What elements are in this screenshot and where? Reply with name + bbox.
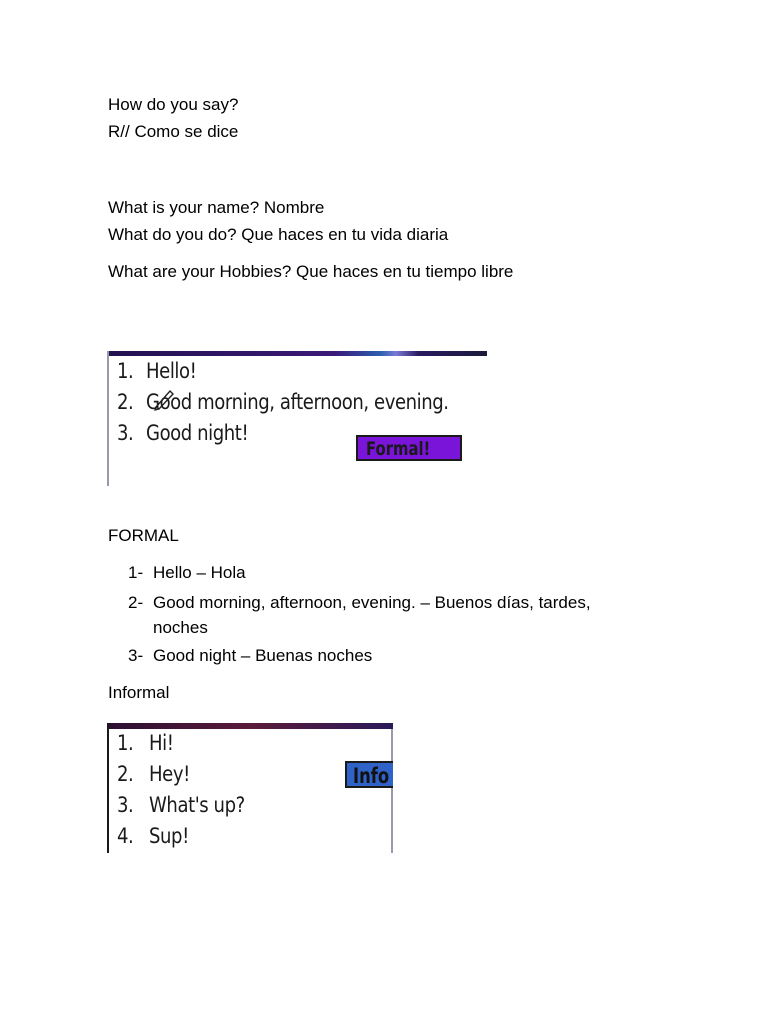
question-do: What do you do? Que haces en tu vida diaria: [108, 225, 449, 244]
informal-heading: Informal: [108, 683, 170, 702]
informal-item-text: What's up?: [149, 793, 245, 817]
formal-list-item: Good morning, afternoon, evening. – Buenos días, tardes,: [153, 593, 591, 612]
info-badge-label: Info: [353, 764, 390, 788]
image-top-border: [107, 723, 393, 729]
formal-greetings-image: [107, 351, 487, 486]
formal-item-text: Good morning, afternoon, evening.: [146, 390, 449, 414]
informal-item-text: Hi!: [149, 731, 174, 755]
formal-item-number: 1.: [117, 359, 134, 383]
formal-list-number: 2-: [128, 593, 144, 612]
informal-item-text: Sup!: [149, 824, 189, 848]
formal-badge-label: Formal!: [366, 438, 431, 460]
informal-item-number: 2.: [117, 762, 134, 786]
image-right-border: [391, 729, 393, 853]
intro-answer: R// Como se dice: [108, 122, 239, 141]
question-hobbies: What are your Hobbies? Que haces en tu tiempo libre: [108, 262, 514, 281]
formal-item-text: Good night!: [146, 421, 249, 445]
formal-item-number: 3.: [117, 421, 134, 445]
informal-item-text: Hey!: [149, 762, 190, 786]
image-top-border: [107, 351, 487, 356]
formal-badge: [356, 435, 462, 461]
formal-list-item-continuation: noches: [153, 618, 208, 637]
formal-item-text: Hello!: [146, 359, 197, 383]
pencil-cursor-icon: [152, 385, 178, 411]
informal-greetings-image: [107, 723, 393, 853]
question-name: What is your name? Nombre: [108, 198, 325, 217]
formal-item-number: 2.: [117, 390, 134, 414]
formal-list-number: 1-: [128, 563, 144, 582]
formal-list-item: Hello – Hola: [153, 563, 246, 582]
intro-question: How do you say?: [108, 95, 239, 114]
informal-item-number: 4.: [117, 824, 134, 848]
formal-list-number: 3-: [128, 646, 144, 665]
informal-item-number: 3.: [117, 793, 134, 817]
image-left-border: [107, 723, 109, 853]
formal-list-item: Good night – Buenas noches: [153, 646, 373, 665]
image-left-border: [107, 351, 109, 486]
informal-item-number: 1.: [117, 731, 134, 755]
formal-heading: FORMAL: [108, 526, 179, 545]
info-badge: [345, 761, 393, 788]
